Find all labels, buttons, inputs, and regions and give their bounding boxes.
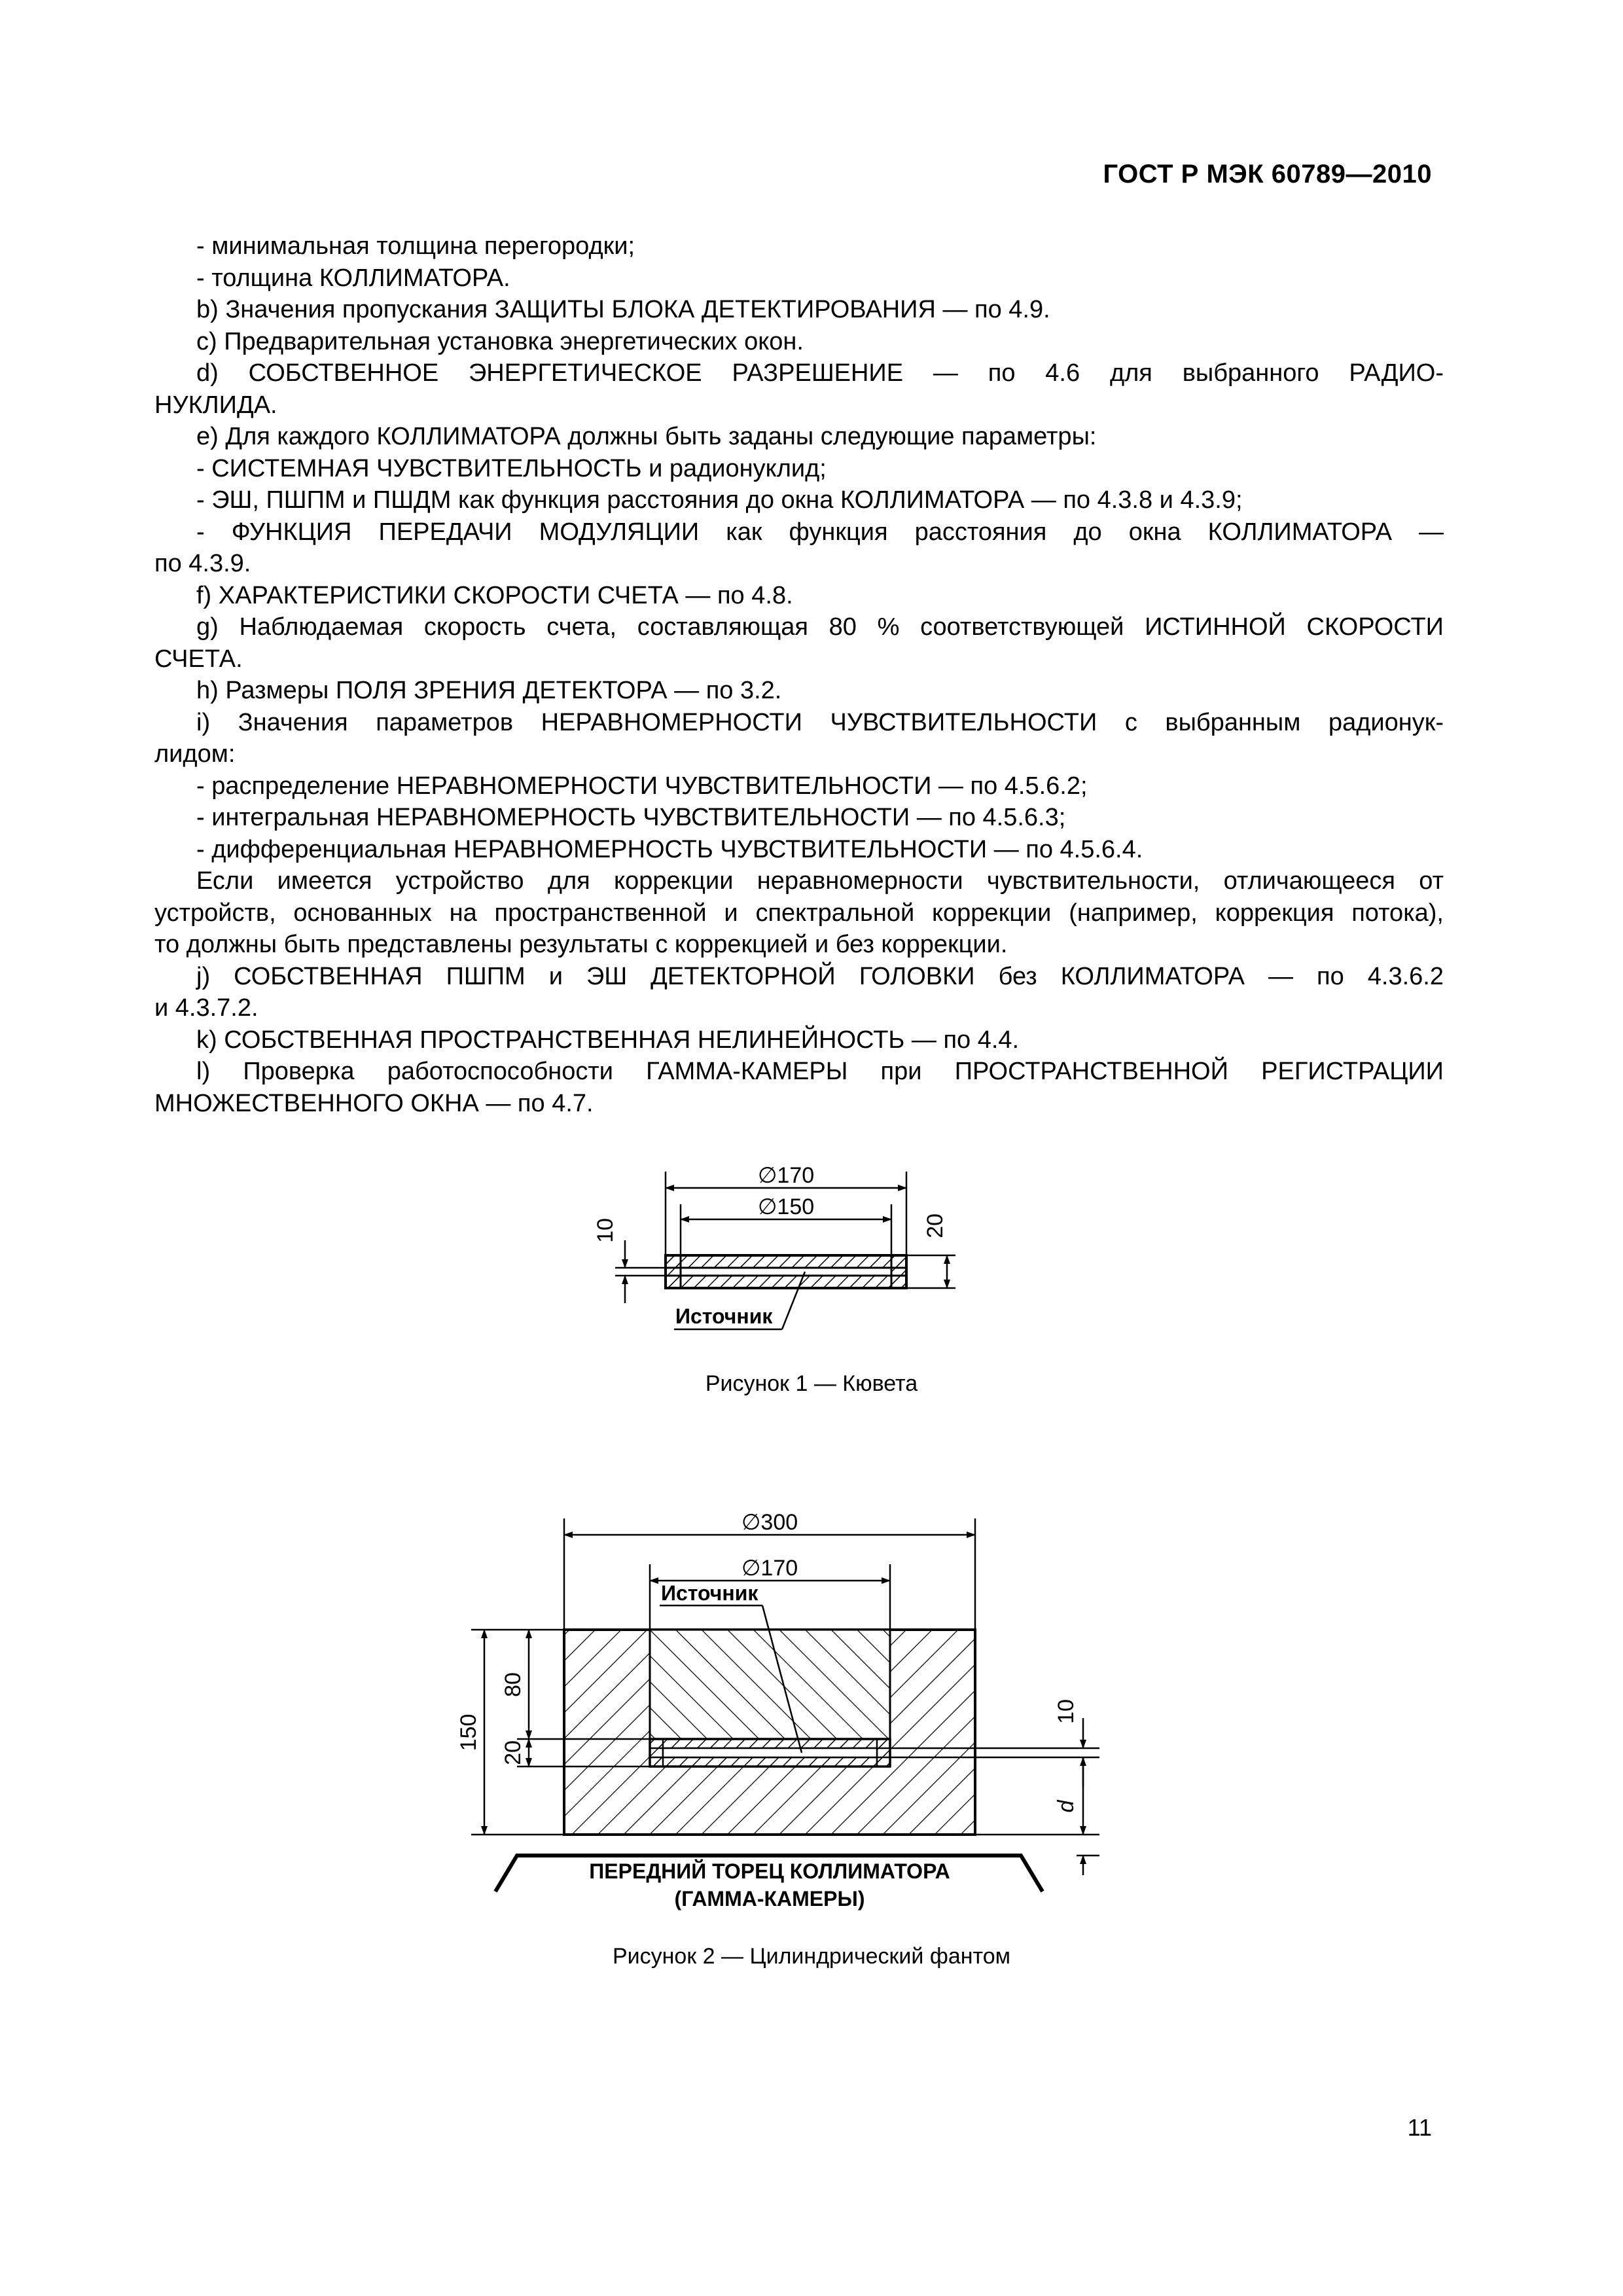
cuvette-source-layer <box>681 1268 891 1276</box>
fig1-source-label: Источник <box>675 1304 773 1328</box>
fig2-outer-diameter: ∅300 <box>741 1510 798 1535</box>
paragraph: НУКЛИДА. <box>154 391 277 419</box>
paragraph: - ФУНКЦИЯ ПЕРЕДАЧИ МОДУЛЯЦИИ как функция расстояния до окна КОЛЛИМАТОРА — <box>196 518 1444 546</box>
fig2-source-label: Источник <box>661 1581 758 1605</box>
fig2-top-height: 80 <box>501 1672 526 1697</box>
fig2-total-height: 150 <box>456 1713 481 1751</box>
phantom-insert <box>650 1630 890 1739</box>
paragraph: e) Для каждого КОЛЛИМАТОРА должны быть заданы следующие параметры: <box>196 423 1097 450</box>
paragraph: b) Значения пропускания ЗАЩИТЫ БЛОКА ДЕТЕКТИРОВАНИЯ — по 4.9. <box>196 296 1050 323</box>
paragraph: и 4.3.7.2. <box>154 994 259 1022</box>
fig1-inner-diameter: ∅150 <box>757 1194 815 1219</box>
paragraph: j) СОБСТВЕННАЯ ПШПМ и ЭШ ДЕТЕКТОРНОЙ ГОЛОВКИ без КОЛЛИМАТОРА — по 4.3.6.2 <box>196 962 1444 990</box>
fig1-thickness: 10 <box>593 1218 618 1243</box>
fig2-inner-diameter: ∅170 <box>741 1556 798 1581</box>
paragraph: то должны быть представлены результаты с коррекцией и без коррекции. <box>154 931 1008 958</box>
body-text <box>154 230 1444 1119</box>
paragraph: - ЭШ, ПШПМ и ПШДМ как функция расстояния до окна КОЛЛИМАТОРА — по 4.3.8 и 4.3.9; <box>196 486 1243 514</box>
paragraph: - распределение НЕРАВНОМЕРНОСТИ ЧУВСТВИТЕЛЬНОСТИ — по 4.5.6.2; <box>196 772 1088 800</box>
figure-1-cuvette-drawing <box>0 1152 1623 1368</box>
paragraph: l) Проверка работоспособности ГАММА-КАМЕРЫ при ПРОСТРАНСТВЕННОЙ РЕГИСТРАЦИИ <box>196 1058 1444 1085</box>
document-header: ГОСТ Р МЭК 60789—2010 <box>1103 160 1432 188</box>
paragraph: лидом: <box>154 740 236 768</box>
fig1-outer-diameter: ∅170 <box>757 1163 815 1188</box>
paragraph: h) Размеры ПОЛЯ ЗРЕНИЯ ДЕТЕКТОРА — по 3.2. <box>196 677 782 704</box>
figure-2-phantom-drawing <box>0 1499 1623 1931</box>
page-number: 11 <box>1407 2114 1432 2141</box>
fig1-height: 20 <box>923 1213 948 1238</box>
paragraph: - толщина КОЛЛИМАТОРА. <box>196 264 510 292</box>
paragraph: МНОЖЕСТВЕННОГО ОКНА — по 4.7. <box>154 1089 594 1117</box>
paragraph: f) ХАРАКТЕРИСТИКИ СКОРОСТИ СЧЕТА — по 4.8. <box>196 581 793 609</box>
fig2-front-label-line2: (ГАММА-КАМЕРЫ) <box>674 1887 865 1910</box>
paragraph: k) СОБСТВЕННАЯ ПРОСТРАНСТВЕННАЯ НЕЛИНЕЙНОСТЬ — по 4.4. <box>196 1026 1020 1054</box>
fig2-front-label-line1: ПЕРЕДНИЙ ТОРЕЦ КОЛЛИМАТОРА <box>589 1859 950 1883</box>
paragraph: - интегральная НЕРАВНОМЕРНОСТЬ ЧУВСТВИТЕЛЬНОСТИ — по 4.5.6.3; <box>196 804 1066 831</box>
paragraph: по 4.3.9. <box>154 550 251 577</box>
paragraph: d) СОБСТВЕННОЕ ЭНЕРГЕТИЧЕСКОЕ РАЗРЕШЕНИЕ — по 4.6 для выбранного РАДИО- <box>196 359 1444 387</box>
paragraph: СЧЕТА. <box>154 645 243 673</box>
paragraph: - СИСТЕМНАЯ ЧУВСТВИТЕЛЬНОСТЬ и радионуклид; <box>196 454 827 482</box>
fig2-distance-d: d <box>1054 1800 1079 1813</box>
paragraph: Если имеется устройство для коррекции неравномерности чувствительности, отличающееся от <box>196 867 1444 895</box>
paragraph: устройств, основанных на пространственной и спектральной коррекции (например, коррекция потока), <box>154 899 1444 927</box>
paragraph: i) Значения параметров НЕРАВНОМЕРНОСТИ ЧУВСТВИТЕЛЬНОСТИ с выбранным радионук- <box>196 708 1444 736</box>
fig2-cuvette-height: 20 <box>501 1740 526 1765</box>
paragraph: g) Наблюдаемая скорость счета, составляющая 80 % соответствующей ИСТИННОЙ СКОРОСТИ <box>196 613 1444 641</box>
figure-1-caption: Рисунок 1 — Кювета <box>705 1371 918 1396</box>
paragraph: - минимальная толщина перегородки; <box>196 232 635 260</box>
paragraph: - дифференциальная НЕРАВНОМЕРНОСТЬ ЧУВСТВИТЕЛЬНОСТИ — по 4.5.6.4. <box>196 835 1143 863</box>
figure-2-caption: Рисунок 2 — Цилиндрический фантом <box>612 1944 1011 1969</box>
paragraph: c) Предварительная установка энергетических окон. <box>196 327 804 355</box>
fig2-layer-thickness: 10 <box>1054 1699 1079 1724</box>
